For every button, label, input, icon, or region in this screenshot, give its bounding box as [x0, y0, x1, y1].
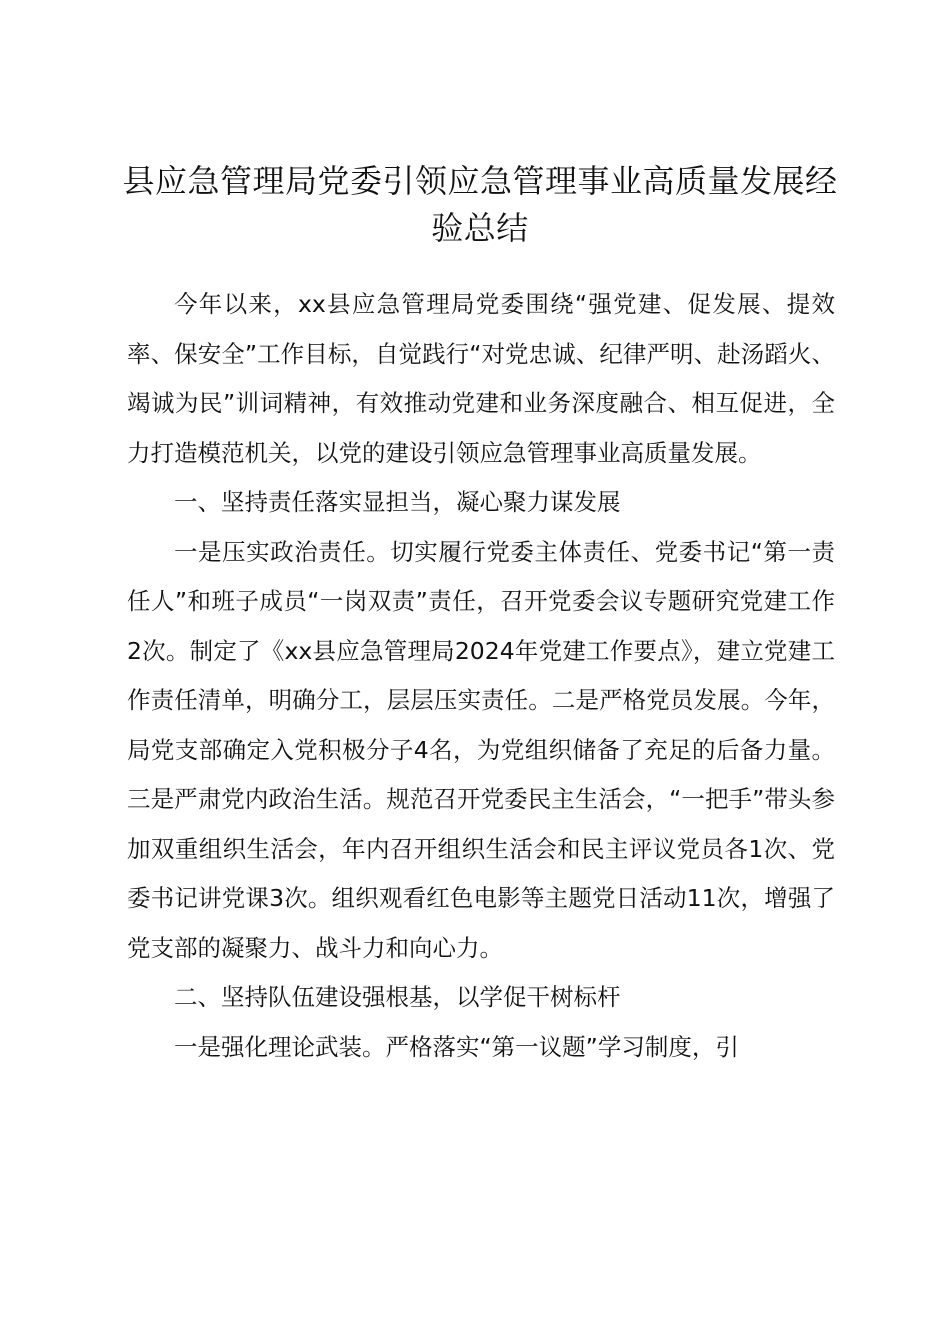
section-1-paragraph: 一是压实政治责任。切实履行党委主体责任、党委书记“第一责任人”和班子成员“一岗双责”责任，召开党委会议专题研究党建工作2次。制定了《xx县应急管理局2024年党建工作要点》，建立党建工作责任清单，明确分工，层层压实责任。二是严格党员发展。今年，局党支部确定入党积极分子4名，为党组织储备了充足的后备力量。三是严肃党内政治生活。规范召开党委民主生活会，“一把手”带头参加双重组织生活会，年内召开组织生活会和民主评议党员各1次、党委书记讲党课3次。组织观看红色电影等主题党日活动11次，增强了党支部的凝聚力、战斗力和向心力。 [127, 537, 835, 962]
document-title: 县应急管理局党委引领应急管理事业高质量发展经验总结 [122, 162, 838, 247]
intro-paragraph: 今年以来，xx县应急管理局党委围绕“强党建、促发展、提效率、保安全”工作目标，自觉践行“对党忠诚、纪律严明、赴汤蹈火、竭诚为民”训词精神，有效推动党建和业务深度融合、相互促进，全力打造模范机关，以党的建设引领应急管理事业高质量发展。 [127, 290, 835, 467]
document-body [127, 280, 835, 1072]
section-2-heading: 二、坚持队伍建设强根基，以学促干树标杆 [174, 983, 621, 1011]
section-2-paragraph: 一是强化理论武装。严格落实“第一议题”学习制度，引 [174, 1032, 739, 1061]
section-1-heading: 一、坚持责任落实显担当，凝心聚力谋发展 [174, 488, 621, 516]
